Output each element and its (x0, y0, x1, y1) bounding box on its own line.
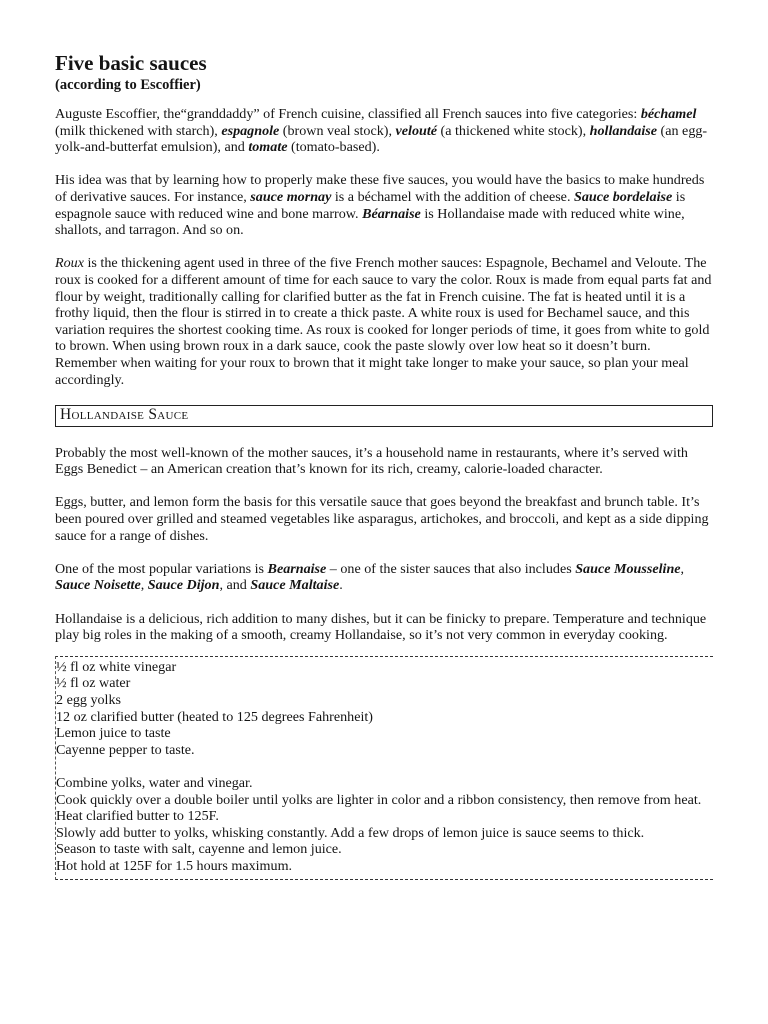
ingredient-line: 12 oz clarified butter (heated to 125 degrees Fahrenheit) (56, 708, 373, 725)
step-line: Combine yolks, water and vinegar. (56, 774, 253, 791)
intro-paragraph-2 (55, 172, 713, 238)
sauce-name: Sauce Mousseline (575, 560, 681, 577)
sauce-name: Bearnaise (267, 560, 327, 577)
sauce-name: béchamel (640, 106, 697, 122)
ingredient-line: 2 egg yolks (56, 692, 121, 708)
sauce-name: Sauce Dijon (147, 577, 220, 594)
text-run: One of the most popular variations is (55, 560, 268, 577)
section-paragraph-3 (55, 561, 713, 594)
roux-term: Roux (55, 255, 84, 272)
sauce-name: espagnole (221, 122, 280, 139)
page-title: Five basic sauces (55, 51, 207, 75)
text-run: His idea was that by learning how to properly make these five sauces, you would have the basics to make hundreds of derivative sauces. For instance, (55, 172, 705, 205)
text-run: . (339, 577, 343, 594)
text-run: (tomato-based). (287, 139, 380, 156)
intro-paragraph-3 (55, 255, 713, 388)
text-run: , (140, 577, 148, 594)
text-run: (an egg-yolk-and-butterfat emulsion), and (55, 122, 708, 156)
page-subtitle: (according to Escoffier) (55, 77, 201, 93)
step-line: Season to taste with salt, cayenne and lemon juice. (56, 841, 342, 858)
step-line: Heat clarified butter to 125F. (56, 808, 219, 825)
ingredient-line: ½ fl oz water (56, 675, 131, 692)
section-paragraph-1: Probably the most well-known of the mother sauces, it’s a household name in restaurants, where it’s served with Eggs Benedict – an American creation that’s known for its rich, creamy, calorie-loaded character. (55, 444, 688, 478)
step-line: Slowly add butter to yolks, whisking constantly. Add a few drops of lemon juice is sauce seems to thick. (56, 824, 645, 841)
section-heading-box (55, 405, 713, 427)
text-run: , and (219, 577, 251, 594)
sauce-name: Béarnaise (362, 205, 421, 222)
step-line: Hot hold at 125F for 1.5 hours maximum. (56, 857, 293, 874)
sauce-name: tomate (248, 139, 288, 156)
ingredient-line: ½ fl oz white vinegar (56, 658, 177, 675)
step-line: Cook quickly over a double boiler until yolks are lighter in color and a ribbon consistency, then remove from heat. (56, 791, 702, 808)
sauce-name: sauce mornay (250, 188, 332, 205)
text-run: (a thickened white stock), (437, 122, 590, 139)
ingredient-line: Lemon juice to taste (56, 725, 171, 742)
section-paragraph-4: Hollandaise is a delicious, rich addition to many dishes, but it can be finicky to prepare. Temperature and technique play big roles in the making of a smooth, creamy Hollandaise, so it’s not very common in everyday cooking. (55, 610, 707, 644)
text-run: (milk thickened with starch), (55, 122, 222, 139)
ingredient-line: Cayenne pepper to taste. (56, 741, 195, 758)
sauce-name: velouté (395, 122, 438, 139)
document-page (55, 50, 713, 880)
sauce-name: Sauce bordelaise (574, 188, 673, 205)
text-run: , (680, 560, 685, 577)
sauce-name: Sauce Noisette (55, 577, 141, 594)
text-run: is a béchamel with the addition of cheese. (331, 188, 574, 205)
intro-paragraph-1 (55, 106, 713, 156)
recipe-spacer (56, 758, 713, 775)
text-run: is Hollandaise made with reduced white wine, shallots, and tarragon. And so on. (55, 205, 685, 239)
sauce-name: Sauce Maltaise (250, 577, 340, 594)
text-run: is the thickening agent used in three of the five French mother sauces: Espagnole, Bechamel and Veloute. The roux is cooked for a different amount of time for each sauce to vary the color. Roux is made from equal parts fat and flour by weight, traditionally calling for clarified butter as the fat in French cuisine. The fat is heated until it is a frothy liquid, then the flour is stirred in to create a thick paste. A white roux is used for Bechamel sauce, and this variation requires the shortest cooking time. As roux is cooked for longer periods of time, it goes from white to gold to brown. When using brown roux in a dark sauce, cook the paste slowly over low heat so it doesn’t burn. Remember when waiting for your roux to brown that it might take longer to make your sauce, so plan your meal accordingly. (55, 255, 712, 388)
section-heading: Hollandaise Sauce (60, 406, 189, 424)
sauce-name: hollandaise (589, 122, 658, 139)
text-run: – one of the sister sauces that also includes (326, 560, 576, 577)
section-paragraph-2: Eggs, butter, and lemon form the basis for this versatile sauce that goes beyond the breakfast and brunch table. It’s been poured over grilled and steamed vegetables like asparagus, artichokes, and broccoli, and kept as a side dipping sauce for a range of dishes. (55, 494, 709, 544)
recipe-box (55, 656, 713, 880)
text-run: (brown veal stock), (279, 122, 396, 139)
text-run: is espagnole sauce with reduced wine and bone marrow. (55, 188, 686, 222)
text-run: Auguste Escoffier, the“granddaddy” of French cuisine, classified all French sauces into five categories: (55, 106, 641, 122)
